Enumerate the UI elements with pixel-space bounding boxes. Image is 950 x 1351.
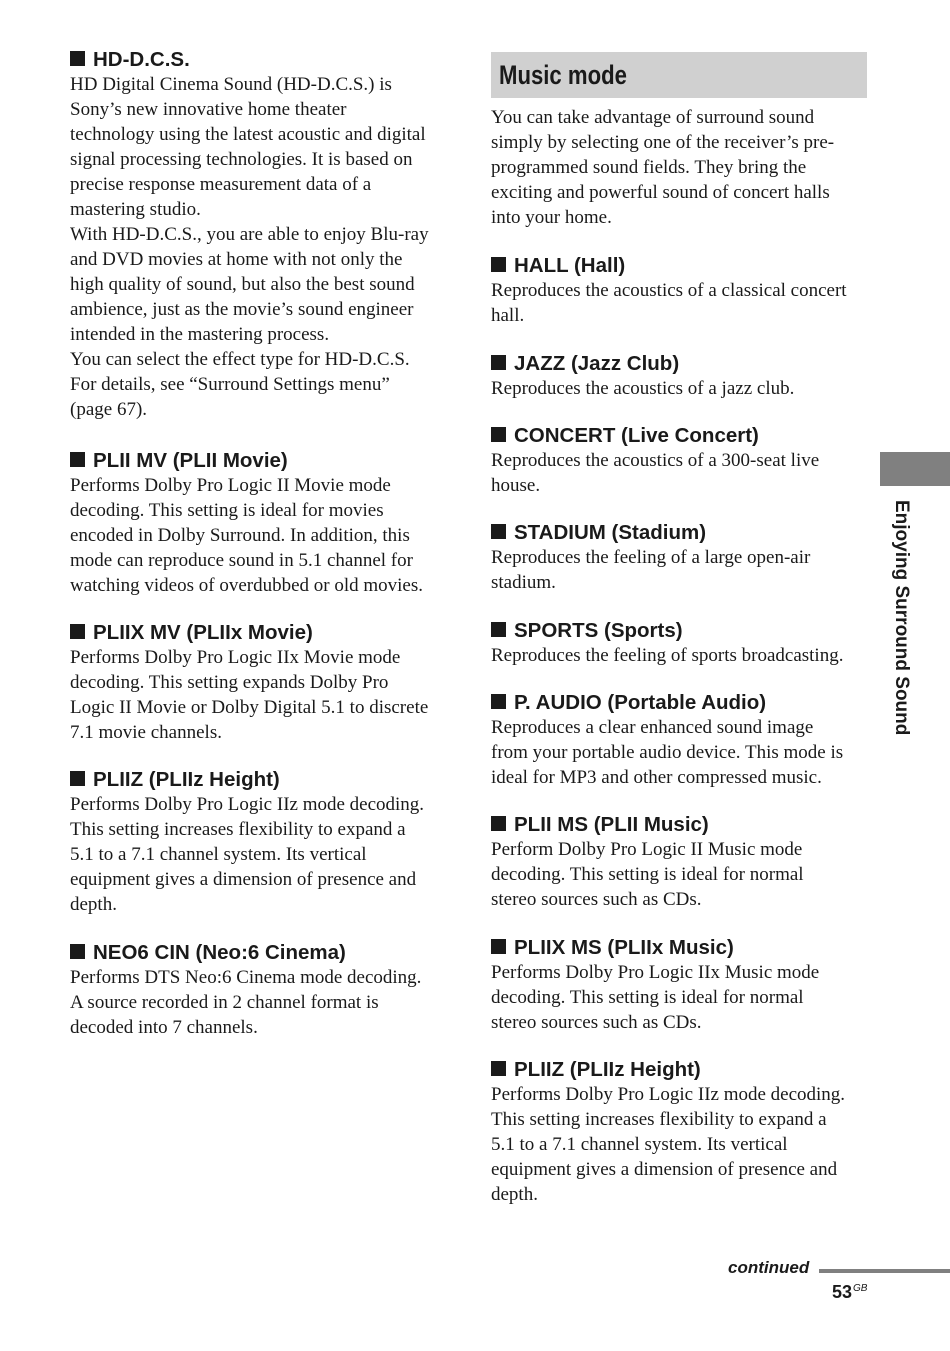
chapter-side-label: Enjoying Surround Sound	[891, 500, 912, 736]
body-line: This setting increases flexibility to expand a	[70, 819, 406, 840]
section-body	[491, 960, 871, 1035]
body-line: Reproduces the feeling of a large open-air	[491, 547, 811, 568]
section-body	[491, 448, 871, 498]
body-line: technology using the latest acoustic and digital	[70, 124, 426, 145]
body-line: decoding. This setting is ideal for movies	[70, 500, 384, 521]
body-line: signal processing technologies. It is based on	[70, 149, 413, 170]
section-pliix-ms	[491, 935, 871, 1035]
heading-text: PLIIZ (PLIIz Height)	[93, 768, 280, 791]
body-line: This setting increases flexibility to expand a	[491, 1109, 827, 1130]
section-stadium	[491, 520, 871, 595]
body-line: simply by selecting one of the receiver’s pre-	[491, 132, 835, 153]
body-line: hall.	[491, 305, 525, 326]
section-heading	[70, 47, 455, 72]
body-line: exciting and powerful sound of concert halls	[491, 182, 830, 203]
section-body	[491, 376, 871, 401]
section-plii-ms	[491, 812, 871, 912]
page-number-value: 53	[832, 1282, 853, 1302]
section-body	[70, 965, 455, 1040]
section-body	[491, 278, 871, 328]
body-line: house.	[491, 475, 541, 496]
section-heading	[491, 423, 871, 448]
section-heading	[70, 767, 455, 792]
body-line: Reproduces a clear enhanced sound image	[491, 717, 814, 738]
square-bullet-icon	[491, 524, 506, 539]
body-line: 7.1 movie channels.	[70, 722, 222, 743]
section-heading	[491, 351, 871, 376]
section-heading	[70, 940, 455, 965]
body-line: Performs Dolby Pro Logic II Movie mode	[70, 475, 391, 496]
square-bullet-icon	[491, 355, 506, 370]
body-line: watching videos of overdubbed or old movies.	[70, 575, 424, 596]
body-line: decoding. This setting expands Dolby Pro	[70, 672, 389, 693]
body-line: 5.1 to a 7.1 channel system. Its vertical	[491, 1134, 788, 1155]
heading-text: JAZZ (Jazz Club)	[514, 352, 680, 375]
body-line: You can select the effect type for HD-D.C.S.	[70, 349, 410, 370]
section-heading	[491, 253, 871, 278]
section-heading	[70, 448, 455, 473]
heading-text: CONCERT (Live Concert)	[514, 424, 759, 447]
body-line: For details, see “Surround Settings menu”	[70, 374, 390, 395]
heading-text: PLII MV (PLII Movie)	[93, 449, 288, 472]
section-heading	[491, 690, 871, 715]
body-line: Logic II Movie or Dolby Digital 5.1 to discrete	[70, 697, 429, 718]
section-jazz	[491, 351, 871, 401]
body-line: With HD-D.C.S., you are able to enjoy Blu-ray	[70, 224, 429, 245]
body-line: Performs Dolby Pro Logic IIx Music mode	[491, 962, 820, 983]
body-line: depth.	[491, 1184, 538, 1205]
body-line: equipment gives a dimension of presence and	[70, 869, 417, 890]
section-pliix-mv	[70, 620, 455, 745]
section-heading	[491, 935, 871, 960]
section-pliiz-music	[491, 1057, 871, 1207]
section-body	[70, 792, 455, 917]
body-line: decoding. This setting is ideal for normal	[491, 864, 804, 885]
body-line: mastering studio.	[70, 199, 201, 220]
body-line: Reproduces the feeling of sports broadcasting.	[491, 645, 844, 666]
body-line: equipment gives a dimension of presence and	[491, 1159, 838, 1180]
square-bullet-icon	[70, 452, 85, 467]
square-bullet-icon	[70, 944, 85, 959]
section-heading	[491, 812, 871, 837]
body-line: decoding. This setting is ideal for normal	[491, 987, 804, 1008]
section-heading	[70, 620, 455, 645]
section-body	[70, 645, 455, 745]
section-heading	[491, 520, 871, 545]
body-line: decoded into 7 channels.	[70, 1017, 258, 1038]
heading-text: P. AUDIO (Portable Audio)	[514, 691, 767, 714]
section-body	[491, 1082, 871, 1207]
body-line: into your home.	[491, 207, 612, 228]
body-line: Performs Dolby Pro Logic IIz mode decoding.	[70, 794, 425, 815]
body-line: Performs Dolby Pro Logic IIz mode decoding.	[491, 1084, 846, 1105]
body-line: mode can reproduce sound in 5.1 channel for	[70, 550, 413, 571]
body-line: A source recorded in 2 channel format is	[70, 992, 379, 1013]
section-neo6-cin	[70, 940, 455, 1040]
heading-text: PLII MS (PLII Music)	[514, 813, 709, 836]
square-bullet-icon	[491, 427, 506, 442]
section-heading	[491, 618, 871, 643]
body-line: HD Digital Cinema Sound (HD-D.C.S.) is	[70, 74, 392, 95]
body-line: ideal for MP3 and other compressed music.	[491, 767, 822, 788]
heading-text: STADIUM (Stadium)	[514, 521, 707, 544]
section-concert	[491, 423, 871, 498]
section-sports	[491, 618, 871, 668]
body-line: You can take advantage of surround sound	[491, 107, 815, 128]
continued-rule	[819, 1269, 950, 1273]
body-line: Performs Dolby Pro Logic IIx Movie mode	[70, 647, 401, 668]
square-bullet-icon	[491, 816, 506, 831]
music-mode-banner	[491, 52, 867, 98]
square-bullet-icon	[491, 694, 506, 709]
body-line: Performs DTS Neo:6 Cinema mode decoding.	[70, 967, 422, 988]
square-bullet-icon	[491, 939, 506, 954]
section-heading	[491, 1057, 871, 1082]
body-line: Reproduces the acoustics of a classical concert	[491, 280, 847, 301]
square-bullet-icon	[70, 624, 85, 639]
body-line: programmed sound fields. They bring the	[491, 157, 807, 178]
heading-text: PLIIX MV (PLIIx Movie)	[93, 621, 313, 644]
body-line: from your portable audio device. This mode is	[491, 742, 844, 763]
heading-text: SPORTS (Sports)	[514, 619, 683, 642]
body-line: stereo sources such as CDs.	[491, 889, 702, 910]
body-line: 5.1 to a 7.1 channel system. Its vertical	[70, 844, 367, 865]
heading-text: NEO6 CIN (Neo:6 Cinema)	[93, 941, 346, 964]
chapter-tab-marker	[880, 452, 950, 486]
page-number	[832, 1282, 867, 1303]
heading-text: HALL (Hall)	[514, 254, 626, 277]
body-line: ambience, just as the movie’s sound engineer	[70, 299, 414, 320]
body-line: (page 67).	[70, 399, 148, 420]
body-line: stadium.	[491, 572, 556, 593]
square-bullet-icon	[491, 257, 506, 272]
section-body	[70, 473, 455, 598]
body-line: Sony’s new innovative home theater	[70, 99, 347, 120]
section-body	[491, 643, 871, 668]
body-line: precise response measurement data of a	[70, 174, 372, 195]
body-line: high quality of sound, but also the best sound	[70, 274, 415, 295]
continued-label: continued	[728, 1258, 810, 1277]
banner-title: Music mode	[499, 60, 627, 90]
section-body	[491, 837, 871, 912]
section-hd-dcs	[70, 47, 455, 422]
body-line: and DVD movies at home with not only the	[70, 249, 403, 270]
music-mode-intro	[491, 105, 871, 230]
section-hall	[491, 253, 871, 328]
section-plii-mv	[70, 448, 455, 598]
square-bullet-icon	[491, 622, 506, 637]
body-line: Perform Dolby Pro Logic II Music mode	[491, 839, 803, 860]
body-line: Reproduces the acoustics of a 300-seat live	[491, 450, 820, 471]
body-line: encoded in Dolby Surround. In addition, this	[70, 525, 410, 546]
section-body	[491, 715, 871, 790]
page-number-suffix: GB	[853, 1283, 868, 1294]
section-body	[70, 72, 455, 422]
section-pliiz	[70, 767, 455, 917]
square-bullet-icon	[70, 51, 85, 66]
heading-text: HD-D.C.S.	[93, 48, 190, 71]
body-line: Reproduces the acoustics of a jazz club.	[491, 378, 795, 399]
square-bullet-icon	[491, 1061, 506, 1076]
square-bullet-icon	[70, 771, 85, 786]
section-p-audio	[491, 690, 871, 790]
body-line: stereo sources such as CDs.	[491, 1012, 702, 1033]
body-line: intended in the mastering process.	[70, 324, 330, 345]
section-body	[491, 545, 871, 595]
body-line: depth.	[70, 894, 117, 915]
heading-text: PLIIX MS (PLIIx Music)	[514, 936, 734, 959]
heading-text: PLIIZ (PLIIz Height)	[514, 1058, 701, 1081]
